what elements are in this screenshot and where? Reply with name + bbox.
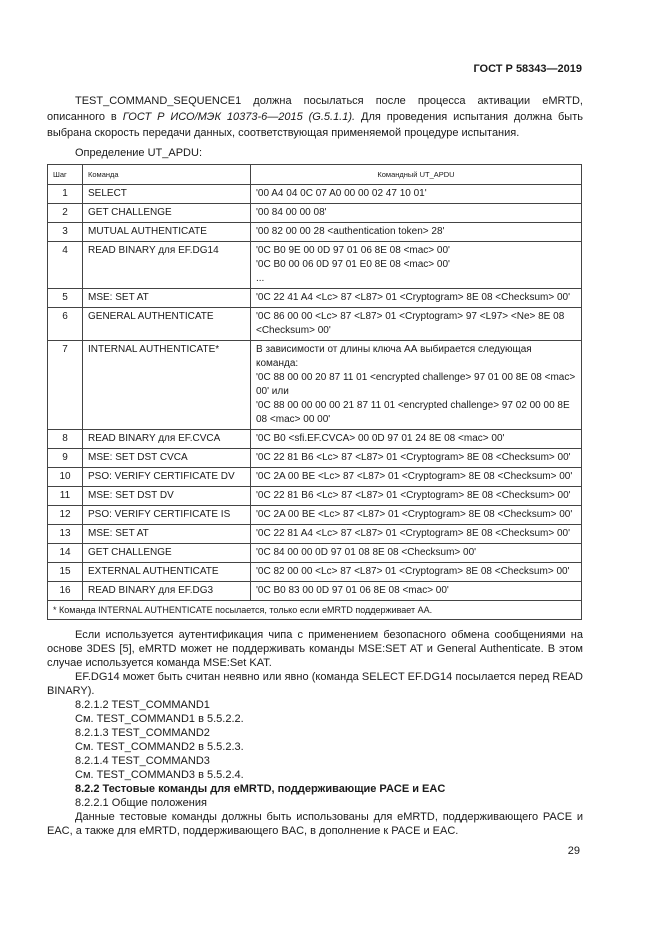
table-row [48, 185, 582, 204]
apdu-cell [251, 204, 582, 223]
command-cell: READ BINARY для EF.CVCA [83, 430, 251, 449]
step-cell: 13 [48, 525, 83, 544]
command-cell: READ BINARY для EF.DG14 [83, 242, 251, 289]
body-paragraph: См. TEST_COMMAND1 в 5.5.2.2. [75, 713, 244, 725]
apdu-line: '0C 86 00 00 <Lc> 87 <L87> 01 <Cryptogram> 97 <L97> <Ne> 8E 08 <Checksum> 00' [256, 311, 565, 336]
apdu-cell [251, 468, 582, 487]
apdu-line: '00 82 00 00 28 <authentication token> 28' [256, 226, 445, 237]
table-row [48, 242, 582, 289]
apdu-line: ... [256, 273, 265, 284]
step-cell: 2 [48, 204, 83, 223]
table-row [48, 223, 582, 242]
command-cell: INTERNAL AUTHENTICATE* [83, 341, 251, 430]
table-header-row [48, 165, 582, 185]
apdu-cell [251, 449, 582, 468]
table-row [48, 449, 582, 468]
table-row [48, 582, 582, 601]
apdu-line: '0C 88 00 00 20 87 11 01 <encrypted challenge> 97 01 00 8E 08 <mac> 00' или [256, 372, 576, 397]
apdu-line: '0C B0 00 06 0D 97 01 E0 8E 08 <mac> 00' [256, 259, 450, 270]
table-row [48, 468, 582, 487]
table-row [48, 544, 582, 563]
apdu-line: '0C 22 81 A4 <Lc> 87 <L87> 01 <Cryptogram> 8E 08 <Checksum> 00' [256, 528, 571, 539]
table-row [48, 525, 582, 544]
command-cell: MSE: SET DST CVCA [83, 449, 251, 468]
apdu-line: '0C B0 83 00 0D 97 01 06 8E 08 <mac> 00' [256, 585, 449, 596]
command-cell: EXTERNAL AUTHENTICATE [83, 563, 251, 582]
apdu-cell [251, 582, 582, 601]
apdu-line: В зависимости от длины ключа АА выбирается следующая команда: [256, 344, 532, 369]
intro-text-post: Для проведения испытания должна быть выбрана скорость передачи данных, соответствующая применяемой процедуре испытания. [47, 111, 583, 139]
body-paragraph: 8.2.1.2 TEST_COMMAND1 [75, 699, 210, 711]
apdu-cell [251, 242, 582, 289]
command-cell: GENERAL AUTHENTICATE [83, 308, 251, 341]
command-cell: PSO: VERIFY CERTIFICATE IS [83, 506, 251, 525]
apdu-cell [251, 525, 582, 544]
apdu-cell [251, 185, 582, 204]
section-heading: 8.2.2 Тестовые команды для eMRTD, поддерживающие PACE и EAC [75, 783, 446, 795]
body-paragraph: Данные тестовые команды должны быть использованы для eMRTD, поддерживающего PACE и EAC, а также для eMRTD, поддерживающего BAC, в дополнение к PACE и EAC. [47, 811, 583, 837]
table-row [48, 563, 582, 582]
header-step: Шаг [48, 165, 83, 185]
step-cell: 7 [48, 341, 83, 430]
table-row [48, 289, 582, 308]
apdu-cell [251, 341, 582, 430]
command-cell: GET CHALLENGE [83, 544, 251, 563]
step-cell: 1 [48, 185, 83, 204]
body-paragraph: 8.2.1.3 TEST_COMMAND2 [75, 727, 210, 739]
command-cell: PSO: VERIFY CERTIFICATE DV [83, 468, 251, 487]
command-cell: READ BINARY для EF.DG3 [83, 582, 251, 601]
apdu-line: '00 84 00 00 08' [256, 207, 327, 218]
apdu-line: '0C 2A 00 BE <Lc> 87 <L87> 01 <Cryptogram> 8E 08 <Checksum> 00' [256, 509, 573, 520]
apdu-cell [251, 308, 582, 341]
table-row [48, 341, 582, 430]
body-paragraph: EF.DG14 может быть считан неявно или явно (команда SELECT EF.DG14 посылается перед READ BINARY). [47, 671, 583, 697]
command-cell: MSE: SET AT [83, 525, 251, 544]
step-cell: 5 [48, 289, 83, 308]
step-cell: 16 [48, 582, 83, 601]
body-paragraph: 8.2.2.1 Общие положения [75, 797, 207, 809]
step-cell: 12 [48, 506, 83, 525]
apdu-cell [251, 563, 582, 582]
intro-paragraph [47, 93, 583, 141]
apdu-cell [251, 430, 582, 449]
step-cell: 14 [48, 544, 83, 563]
apdu-line: '0C 2A 00 BE <Lc> 87 <L87> 01 <Cryptogram> 8E 08 <Checksum> 00' [256, 471, 573, 482]
apdu-table [47, 164, 582, 620]
apdu-cell [251, 506, 582, 525]
step-cell: 10 [48, 468, 83, 487]
table-row [48, 487, 582, 506]
table-row [48, 308, 582, 341]
body-paragraph: Если используется аутентификация чипа с применением безопасного обмена сообщениями на основе 3DES [5], eMRTD может не поддерживать команды MSE:SET AT и General Authenticate. В этом случае используется команда MSE:Set KAT. [47, 629, 583, 669]
apdu-cell [251, 289, 582, 308]
table-body [48, 185, 582, 601]
apdu-line: '0C 88 00 00 00 00 21 87 11 01 <encrypted challenge> 97 02 00 00 8E 08 <mac> 00 00' [256, 400, 570, 425]
body-text [47, 628, 583, 838]
step-cell: 15 [48, 563, 83, 582]
header-apdu: Командный UT_APDU [251, 165, 582, 185]
apdu-line: '0C 22 41 A4 <Lc> 87 <L87> 01 <Cryptogram> 8E 08 <Checksum> 00' [256, 292, 571, 303]
document-header: ГОСТ Р 58343—2019 [473, 63, 582, 75]
apdu-cell [251, 487, 582, 506]
table-footnote: * Команда INTERNAL AUTHENTICATE посылается, только если eMRTD поддерживает АА. [48, 601, 582, 620]
table-row [48, 204, 582, 223]
body-paragraph: См. TEST_COMMAND2 в 5.5.2.3. [75, 741, 244, 753]
body-paragraph: См. TEST_COMMAND3 в 5.5.2.4. [75, 769, 244, 781]
body-paragraph: 8.2.1.4 TEST_COMMAND3 [75, 755, 210, 767]
command-cell: SELECT [83, 185, 251, 204]
apdu-line: '0C 84 00 00 0D 97 01 08 8E 08 <Checksum> 00' [256, 547, 477, 558]
apdu-line: '0C B0 9E 00 0D 97 01 06 8E 08 <mac> 00' [256, 245, 450, 256]
intro-reference: ГОСТ Р ИСО/МЭК 10373-6—2015 (G.5.1.1). [122, 111, 356, 123]
step-cell: 11 [48, 487, 83, 506]
command-cell: MSE: SET AT [83, 289, 251, 308]
step-cell: 3 [48, 223, 83, 242]
apdu-line: '0C 22 81 B6 <Lc> 87 <L87> 01 <Cryptogram> 8E 08 <Checksum> 00' [256, 490, 571, 501]
step-cell: 6 [48, 308, 83, 341]
table-row [48, 506, 582, 525]
apdu-cell [251, 544, 582, 563]
apdu-cell [251, 223, 582, 242]
table-row [48, 430, 582, 449]
command-cell: MSE: SET DST DV [83, 487, 251, 506]
apdu-line: '0C 22 81 B6 <Lc> 87 <L87> 01 <Cryptogram> 8E 08 <Checksum> 00' [256, 452, 571, 463]
step-cell: 9 [48, 449, 83, 468]
apdu-line: '0C 82 00 00 <Lc> 87 <L87> 01 <Cryptogram> 8E 08 <Checksum> 00' [256, 566, 570, 577]
command-cell: GET CHALLENGE [83, 204, 251, 223]
apdu-line: '00 A4 04 0C 07 A0 00 00 02 47 10 01' [256, 188, 427, 199]
step-cell: 8 [48, 430, 83, 449]
intro-text-pre: TEST_COMMAND_SEQUENCE1 должна посылаться после процесса активации eMRTD, описанного в [47, 95, 583, 123]
page-number: 29 [567, 845, 580, 857]
header-command: Команда [83, 165, 251, 185]
command-cell: MUTUAL AUTHENTICATE [83, 223, 251, 242]
apdu-line: '0C B0 <sfi.EF.CVCA> 00 0D 97 01 24 8E 08 <mac> 00' [256, 433, 505, 444]
table-footnote-row [48, 601, 582, 620]
definition-label: Определение UT_APDU: [75, 147, 203, 159]
step-cell: 4 [48, 242, 83, 289]
